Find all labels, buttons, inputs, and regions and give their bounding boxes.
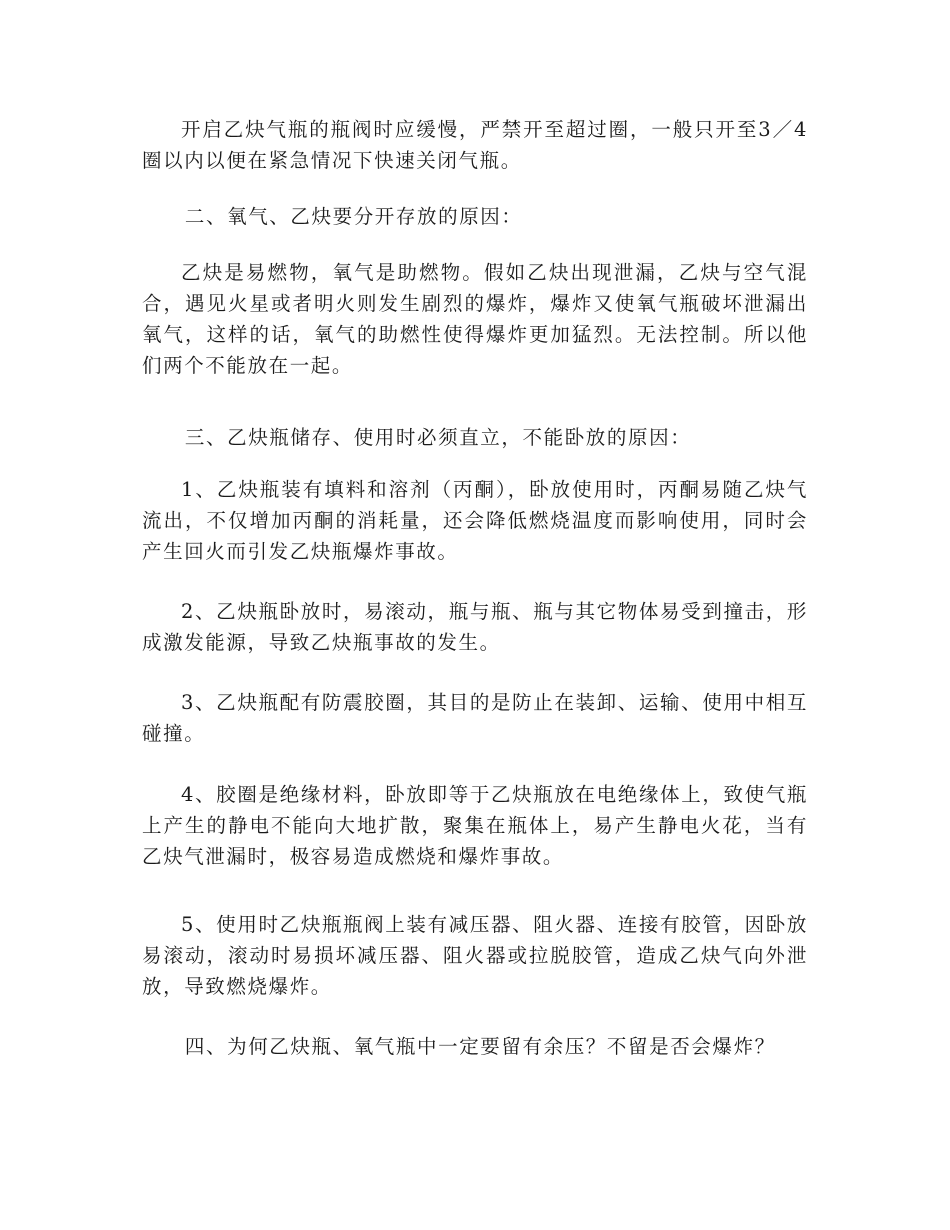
paragraph-item-4: 4、胶圈是绝缘材料，卧放即等于乙炔瓶放在电绝缘体上，致使气瓶上产生的静电不能向大地扩散，聚集在瓶体上，易产生静电火花，当有乙炔气泄漏时，极容易造成燃烧和爆炸事故。 <box>142 783 808 868</box>
paragraph-item-1: 1、乙炔瓶装有填料和溶剂（丙酮），卧放使用时，丙酮易随乙炔气流出，不仅增加丙酮的消耗量，还会降低燃烧温度而影响使用，同时会产生回火而引发乙炔瓶爆炸事故。 <box>142 478 808 563</box>
paragraph-oxygen-acetylene: 乙炔是易燃物，氧气是助燃物。假如乙炔出现泄漏，乙炔与空气混合，遇见火星或者明火则发生剧烈的爆炸，爆炸又使氧气瓶破坏泄漏出氧气，这样的话，氧气的助燃性使得爆炸更加猛烈。无法控制。所以他们两个不能放在一起。 <box>142 261 808 377</box>
paragraph-item-3: 3、乙炔瓶配有防震胶圈，其目的是防止在装卸、运输、使用中相互碰撞。 <box>142 691 808 745</box>
heading-section-three: 三、乙炔瓶储存、使用时必须直立，不能卧放的原因： <box>184 426 692 449</box>
heading-section-four: 四、为何乙炔瓶、氧气瓶中一定要留有余压？不留是否会爆炸？ <box>184 1035 776 1058</box>
heading-section-two: 二、氧气、乙炔要分开存放的原因： <box>184 205 523 228</box>
paragraph-valve-opening: 开启乙炔气瓶的瓶阀时应缓慢，严禁开至超过圈，一般只开至3／4圈以内以便在紧急情况下快速关闭气瓶。 <box>142 118 808 172</box>
paragraph-item-5: 5、使用时乙炔瓶瓶阀上装有减压器、阻火器、连接有胶管，因卧放易滚动，滚动时易损坏减压器、阻火器或拉脱胶管，造成乙炔气向外泄放，导致燃烧爆炸。 <box>142 913 808 998</box>
paragraph-item-2: 2、乙炔瓶卧放时，易滚动，瓶与瓶、瓶与其它物体易受到撞击，形成激发能源，导致乙炔瓶事故的发生。 <box>142 600 808 654</box>
